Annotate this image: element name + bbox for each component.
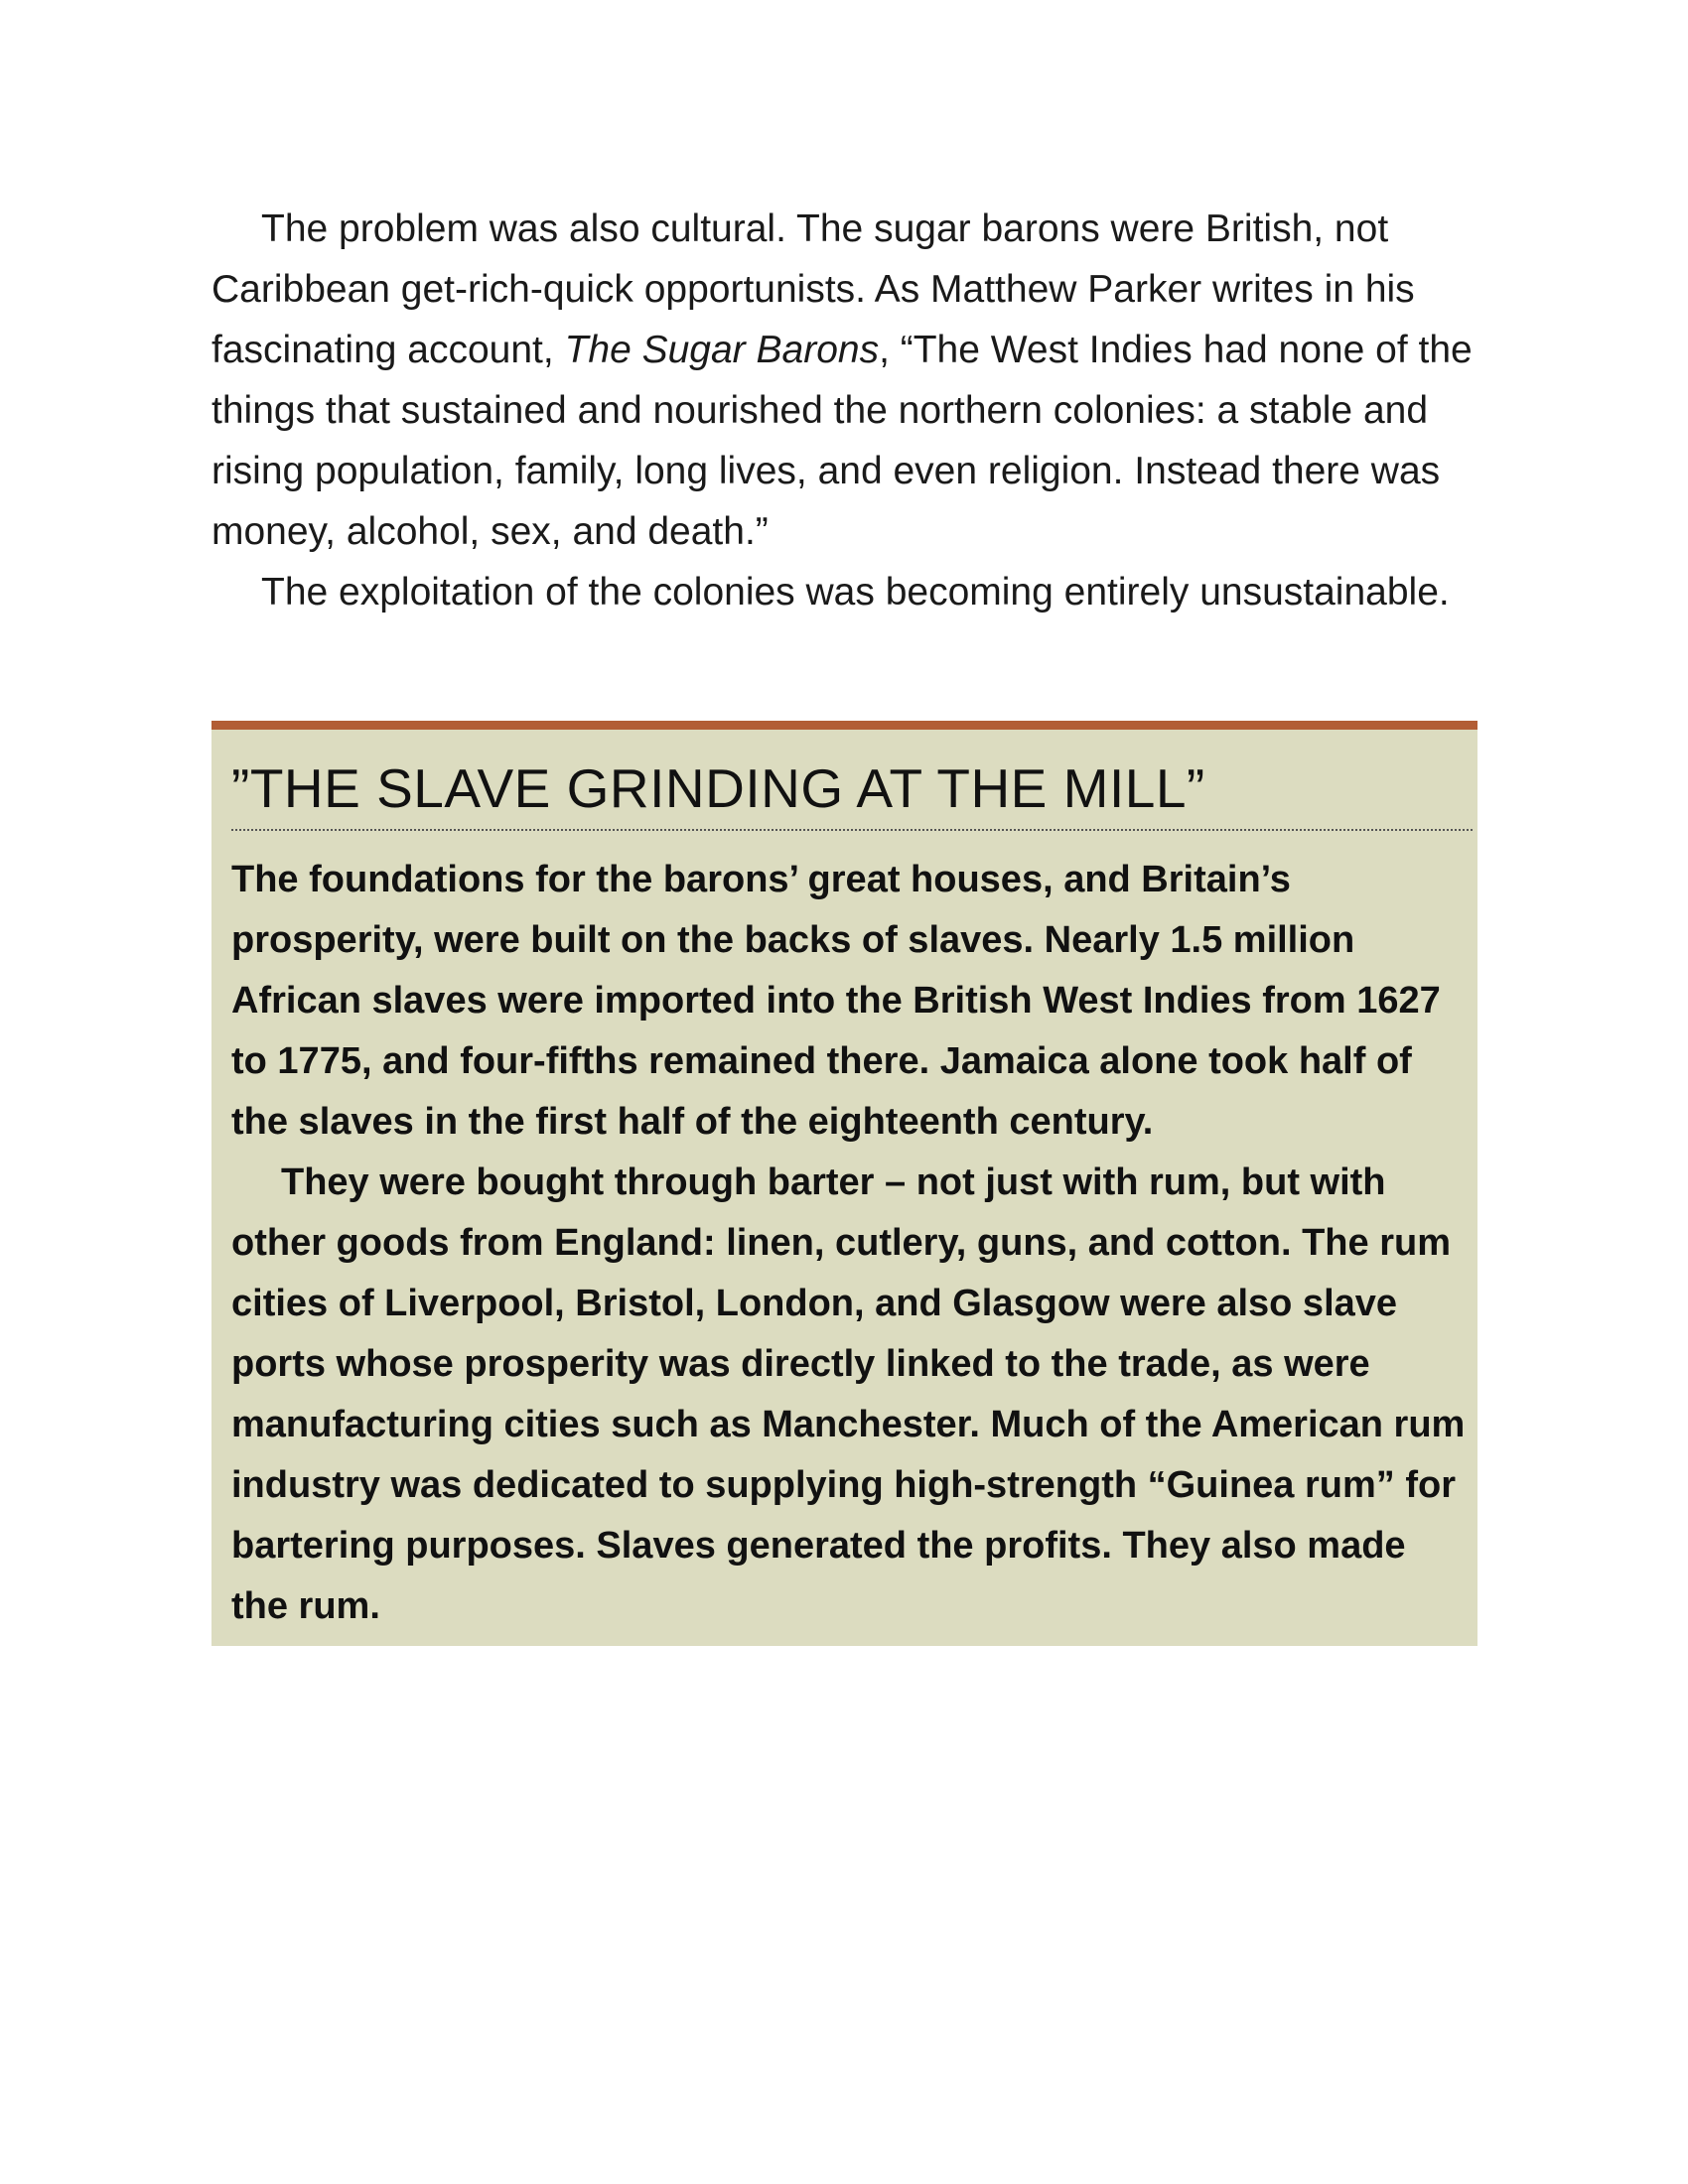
sidebar-body (231, 850, 1473, 1637)
sidebar-paragraph-1: The foundations for the barons’ great houses, and Britain’s prosperity, were built on the backs of slaves. Nearly 1.5 million African slaves were imported into the British West Indies from 1627 to 1775, and four-fifths remained there. Jamaica alone took half of the slaves in the first half of the eighteenth century. (231, 859, 1441, 1143)
sidebar-title-divider (231, 829, 1473, 831)
main-text (211, 199, 1477, 622)
body-paragraph-1 (211, 199, 1477, 562)
sidebar-paragraph-2: They were bought through barter – not just with rum, but with other goods from England: linen, cutlery, guns, and cotton. The rum cities of Liverpool, Bristol, London, and Glasgow were also slave ports whose prosperity was directly linked to the trade, as were manufacturing cities such as Manchester. Much of the American rum industry was dedicated to supplying high-strength “Guinea rum” for bartering purposes. Slaves generated the profits. They also made the rum. (231, 1161, 1466, 1627)
sidebar-title: ”THE SLAVE GRINDING AT THE MILL” (231, 757, 1205, 819)
body-paragraph-2: The exploitation of the colonies was becoming entirely unsustainable. (261, 571, 1450, 614)
book-title: The Sugar Barons (564, 329, 880, 371)
body-paragraph-1-start: The problem was also cultural. The sugar barons were British, not Caribbean get-rich-quick opportunists. As Matthew Parker writes in his fascinating account, (211, 207, 1415, 371)
sidebar-box (211, 721, 1477, 1646)
body-paragraph-1-end: , “The West Indies had none of the things that sustained and nourished the northern colonies: a stable and rising population, family, long lives, and even religion. Instead there was money, alcohol, sex, and death.” (211, 329, 1473, 553)
